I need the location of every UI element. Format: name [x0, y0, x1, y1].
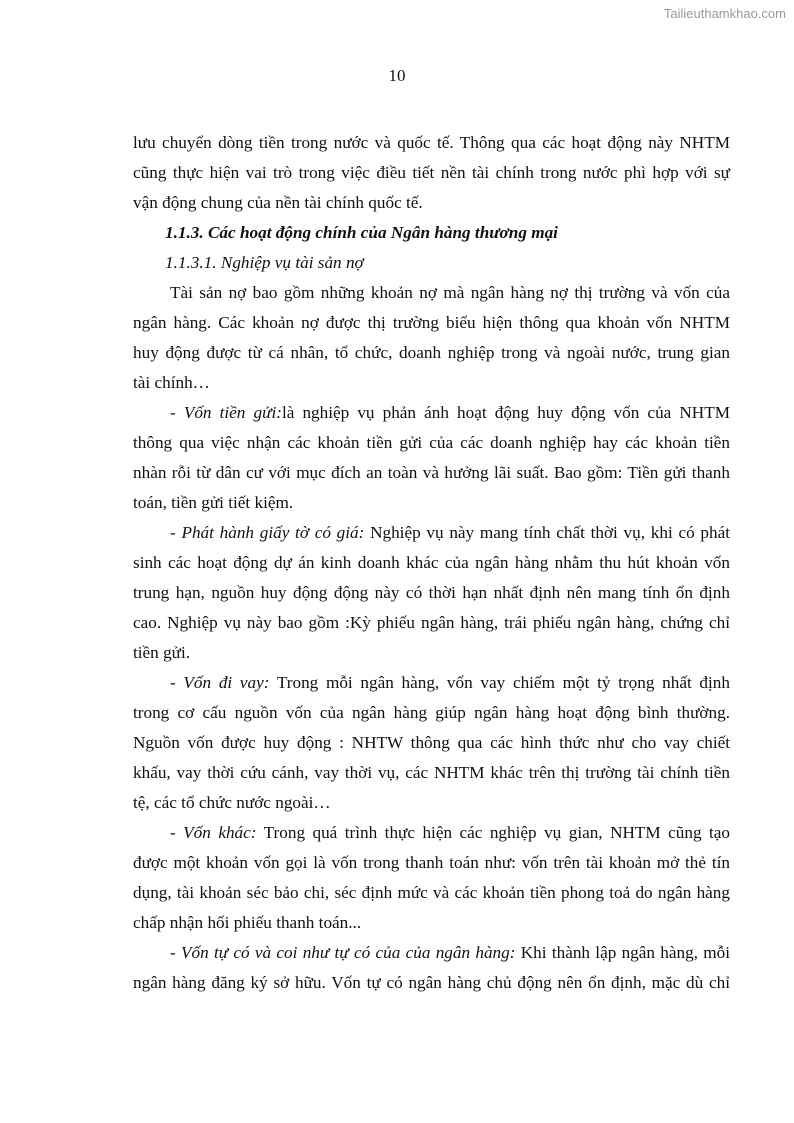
text-line [133, 728, 730, 758]
term-label: - Vốn tự có và coi như tự có của của ngân hàng: [170, 943, 516, 962]
text-line [133, 968, 730, 998]
line-text: Tài sản nợ bao gồm những khoản nợ mà ngân hàng nợ thị trường và vốn của [170, 283, 730, 302]
text-line [133, 308, 730, 338]
line-text: ngân hàng. Các khoản nợ được thị trường biểu hiện thông qua khoản vốn NHTM [133, 313, 730, 332]
line-text: huy động được từ cá nhân, tổ chức, doanh nghiệp trong và ngoài nước, trung gian [133, 343, 730, 362]
watermark: Tailieuthamkhao.com [663, 6, 786, 21]
text-line [133, 428, 730, 458]
subsection-heading [133, 248, 730, 278]
line-text: dụng, tài khoản séc bảo chi, séc định mức và các khoản tiền phong toả do ngân hàng [133, 883, 730, 902]
line-text: là nghiệp vụ phản ánh hoạt động huy động vốn của NHTM [281, 403, 730, 422]
section-heading [133, 218, 730, 248]
line-text: cũng thực hiện vai trò trong việc điều tiết nền tài chính trong nước phì hợp với sự [133, 163, 730, 182]
text-line [133, 548, 730, 578]
text-line [133, 848, 730, 878]
text-line [133, 758, 730, 788]
line-text: tệ, các tổ chức nước ngoài… [133, 793, 331, 812]
text-line [133, 938, 730, 968]
page-number: 10 [388, 66, 406, 85]
text-line [133, 518, 730, 548]
text-line [133, 668, 730, 698]
line-text: Trong mỗi ngân hàng, vốn vay chiếm một tỷ trọng nhất định [269, 673, 730, 692]
text-line [133, 608, 730, 638]
line-text: thông qua việc nhận các khoản tiền gửi của các doanh nghiệp hay các khoản tiền [133, 433, 730, 452]
line-text: khấu, vay thời cứu cánh, vay thời vụ, các NHTM khác trên thị trường tài chính tiền [133, 763, 730, 782]
line-text: Khi thành lập ngân hàng, mỗi [515, 943, 730, 962]
line-text: sinh các hoạt động dự án kinh doanh khác của ngân hàng nhằm thu hút khoản vốn [133, 553, 730, 572]
text-line [133, 338, 730, 368]
term-label: - Vốn khác: [170, 823, 257, 842]
line-text: cao. Nghiệp vụ này bao gồm :Kỳ phiếu ngân hàng, trái phiếu ngân hàng, chứng chỉ [133, 613, 730, 632]
line-text: vận động chung của nền tài chính quốc tế. [133, 193, 423, 212]
line-text: tiền gửi. [133, 643, 191, 662]
text-line [133, 818, 730, 848]
term-label: - Phát hành giấy tờ có giá: [170, 523, 365, 542]
text-line [133, 698, 730, 728]
line-text: ngân hàng đăng ký sở hữu. Vốn tự có ngân hàng chủ động nên ổn định, mặc dù chỉ [133, 973, 730, 992]
line-text: lưu chuyển dòng tiền trong nước và quốc tế. Thông qua các hoạt động này NHTM [133, 133, 730, 152]
text-line [133, 578, 730, 608]
text-line [133, 788, 730, 818]
line-text: nhàn rỗi từ dân cư với mục đích an toàn và hưởng lãi suất. Bao gồm: Tiền gửi thanh [133, 463, 730, 482]
line-text: tài chính… [133, 373, 210, 392]
line-text: Nguồn vốn được huy động : NHTW thông qua các hình thức như cho vay chiết [133, 733, 730, 752]
line-text: chấp nhận hối phiếu thanh toán... [133, 913, 362, 932]
line-text: Nghiệp vụ này mang tính chất thời vụ, khi có phát [364, 523, 730, 542]
document-body [133, 128, 730, 998]
line-text: Trong quá trình thực hiện các nghiệp vụ gian, NHTM cũng tạo [256, 823, 730, 842]
line-text: 1.1.3. Các hoạt động chính của Ngân hàng thương mại [165, 223, 558, 242]
line-text: được một khoản vốn gọi là vốn trong thanh toán như: vốn trên tài khoản mở thẻ tín [133, 853, 730, 872]
text-line [133, 398, 730, 428]
text-line [133, 368, 730, 398]
line-text: trong cơ cấu nguồn vốn của ngân hàng giúp ngân hàng hoạt động bình thường. [133, 703, 730, 722]
text-line [133, 278, 730, 308]
text-line [133, 908, 730, 938]
term-label: - Vốn tiền gửi: [170, 403, 282, 422]
text-line [133, 158, 730, 188]
text-line [133, 128, 730, 158]
line-text: toán, tiền gửi tiết kiệm. [133, 493, 294, 512]
text-line [133, 458, 730, 488]
text-line [133, 188, 730, 218]
line-text: trung hạn, nguồn huy động động này có thời hạn nhất định nên mang tính ổn định [133, 583, 730, 602]
text-line [133, 878, 730, 908]
term-label: - Vốn đi vay: [170, 673, 270, 692]
text-line [133, 488, 730, 518]
line-text: 1.1.3.1. Nghiệp vụ tài sản nợ [165, 253, 364, 272]
text-line [133, 638, 730, 668]
